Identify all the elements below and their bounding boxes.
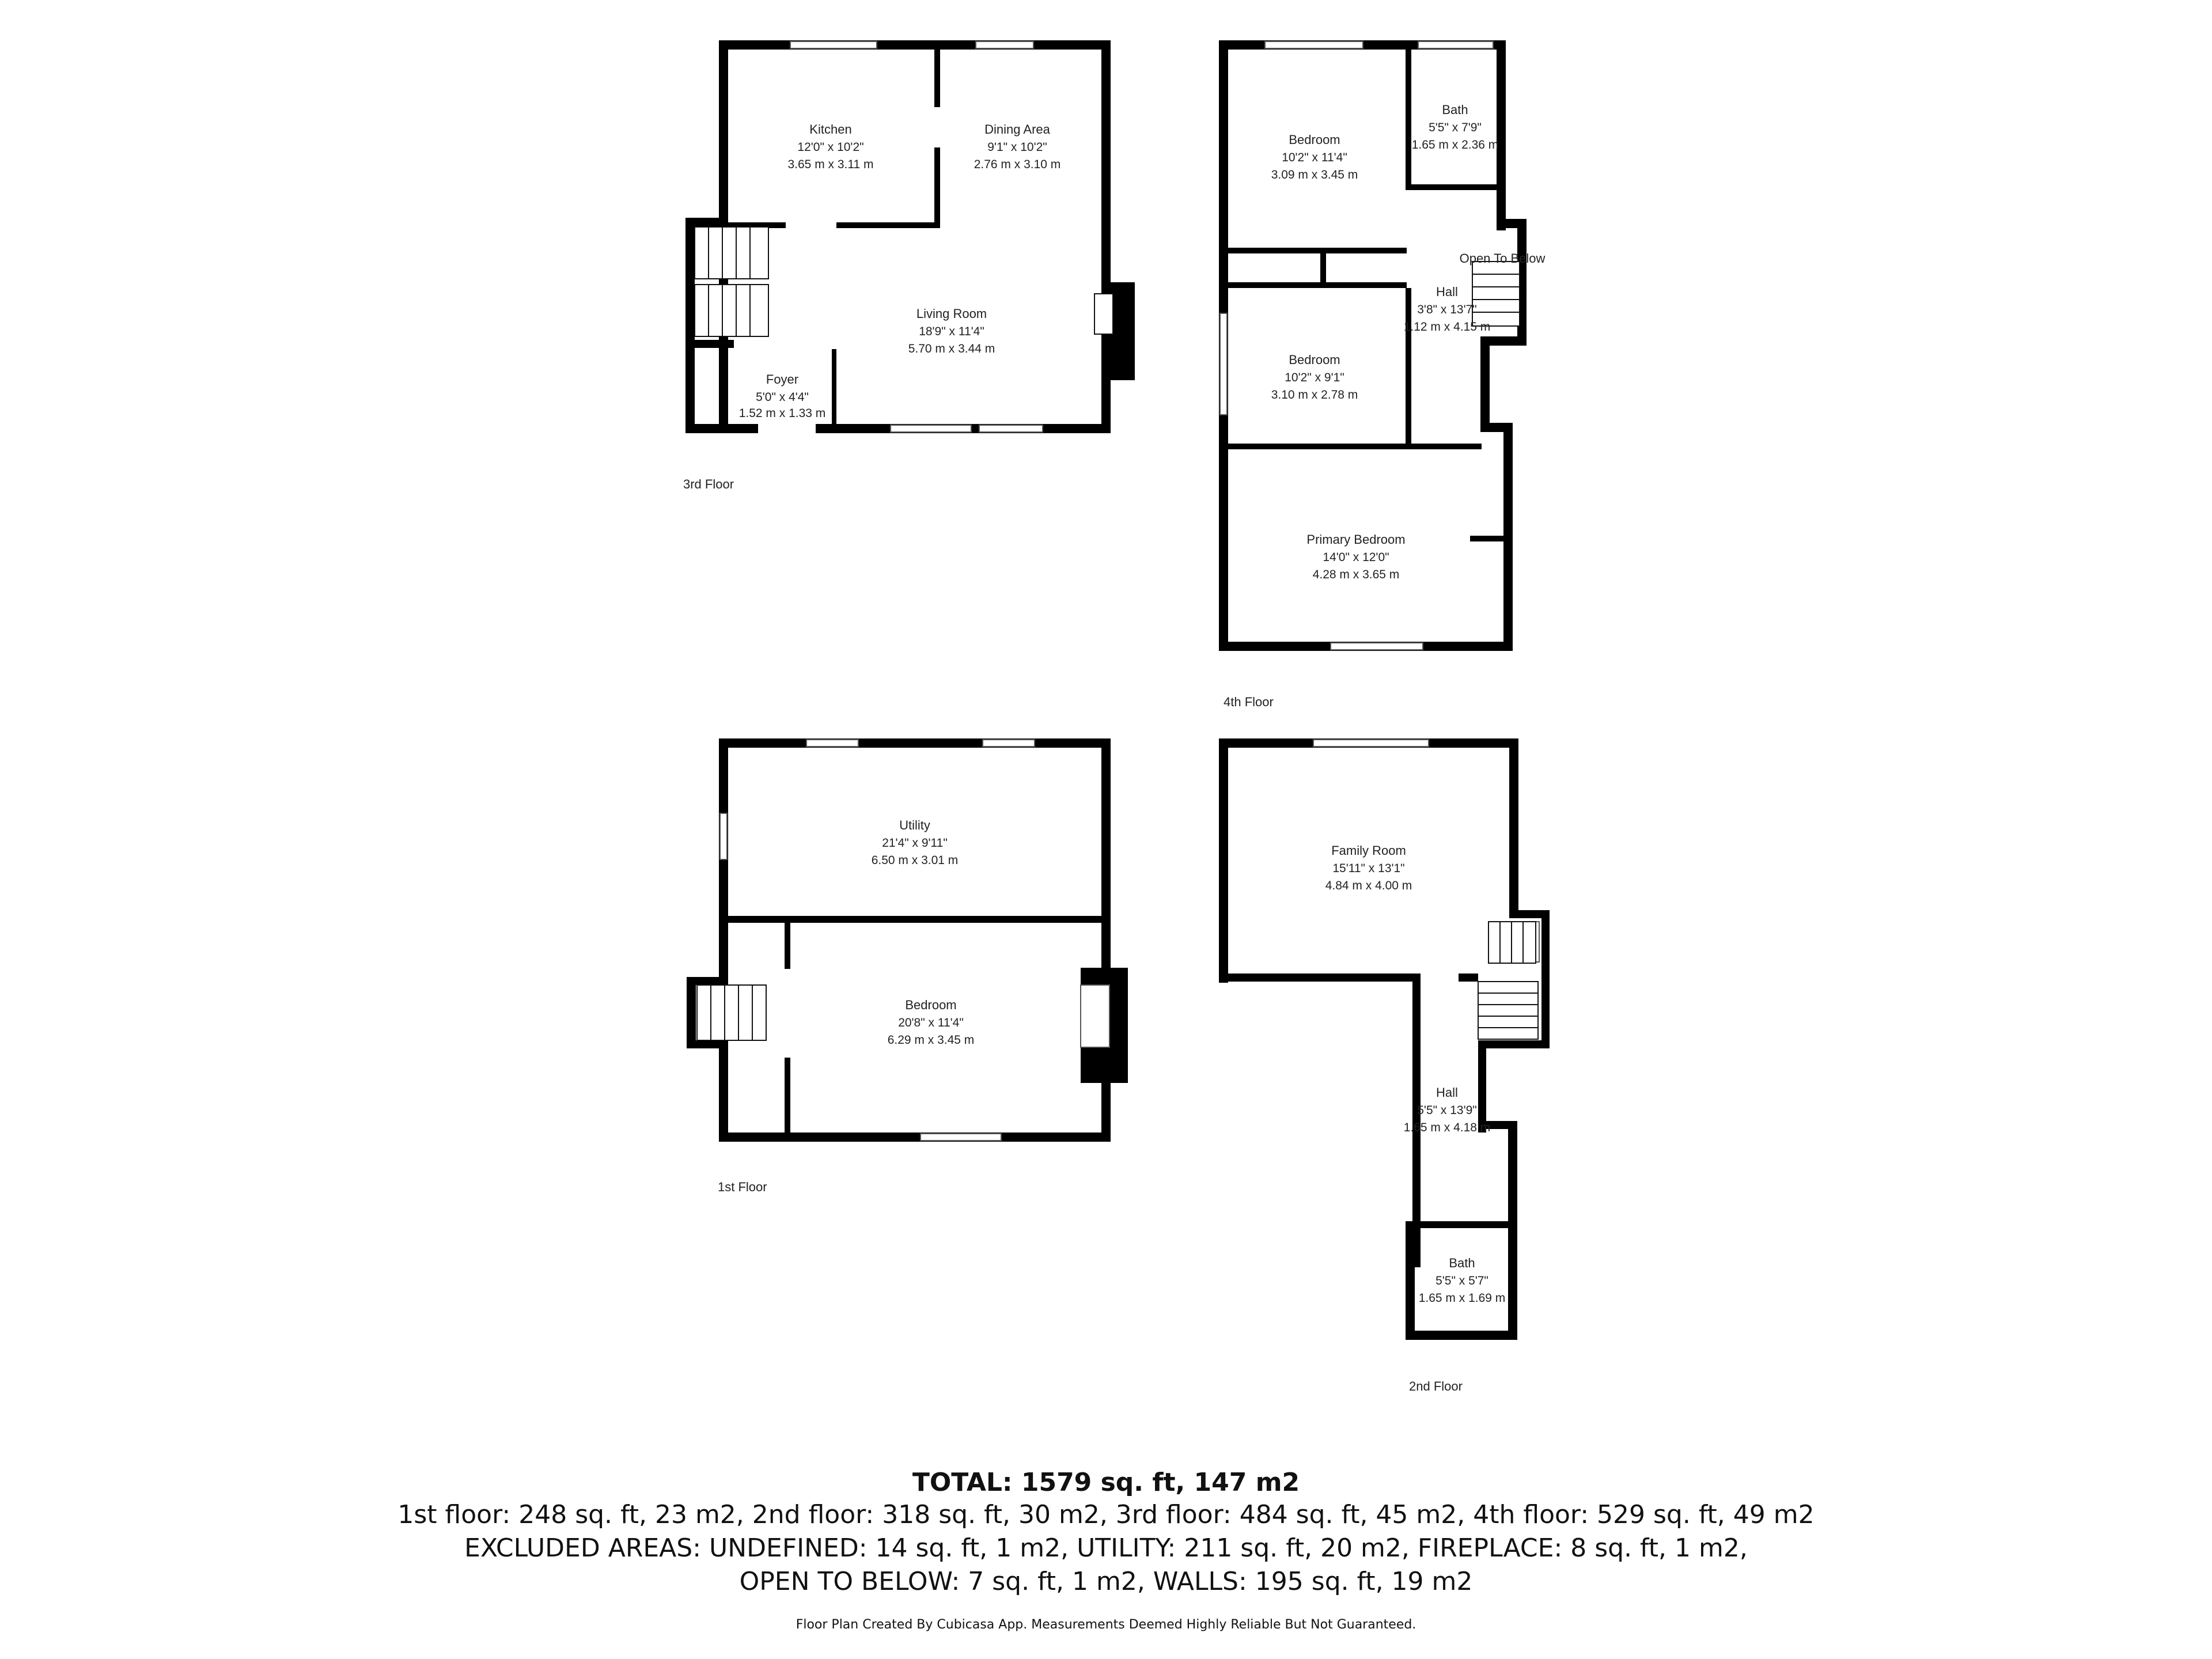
floor-areas-line: 1st floor: 248 sq. ft, 23 m2, 2nd floor: 318 sq. ft, 30 m2, 3rd floor: 484 sq. ft, 45 m2, 4th floor: 529 sq. ft, 49 m2	[397, 1500, 1815, 1529]
floor-label-second: 2nd Floor	[1409, 1379, 1463, 1393]
bath2-imperial: 5'5" x 5'7"	[1435, 1274, 1488, 1287]
open-to-below-name: Open To Below	[1459, 251, 1546, 266]
utility-metric: 6.50 m x 3.01 m	[871, 854, 959, 867]
bedroom4b-name: Bedroom	[1289, 353, 1340, 367]
stairs-icon	[695, 227, 768, 336]
family-metric: 4.84 m x 4.00 m	[1325, 879, 1412, 892]
credit-note: Floor Plan Created By Cubicasa App. Measurements Deemed Highly Reliable But Not Guaranteed.	[796, 1618, 1416, 1632]
foyer-metric: 1.52 m x 1.33 m	[738, 407, 826, 420]
second-floor-plan	[1219, 738, 1550, 1393]
bath4-metric: 1.65 m x 2.36 m	[1411, 138, 1499, 151]
hall4-imperial: 3'8" x 13'7"	[1417, 303, 1477, 316]
bedroom4a-metric: 3.09 m x 3.45 m	[1271, 168, 1358, 181]
living-name: Living Room	[916, 306, 987, 321]
bedroom4b-imperial: 10'2" x 9'1"	[1285, 371, 1344, 384]
fourth-floor-plan	[1219, 40, 1546, 709]
primary-metric: 4.28 m x 3.65 m	[1312, 568, 1400, 581]
dining-metric: 2.76 m x 3.10 m	[974, 158, 1061, 171]
open-to-below-line: OPEN TO BELOW: 7 sq. ft, 1 m2, WALLS: 195 sq. ft, 19 m2	[739, 1567, 1473, 1596]
stairs-icon	[1472, 262, 1520, 326]
first-floor-plan	[687, 738, 1128, 1194]
third-floor-plan	[683, 40, 1135, 491]
living-imperial: 18'9" x 11'4"	[919, 325, 984, 338]
bath4-imperial: 5'5" x 7'9"	[1429, 121, 1482, 134]
floor-label-fourth: 4th Floor	[1224, 695, 1274, 709]
hall4-name: Hall	[1436, 285, 1458, 299]
bedroom4b-metric: 3.10 m x 2.78 m	[1271, 388, 1358, 402]
foyer-imperial: 5'0" x 4'4"	[756, 391, 809, 404]
bedroom1-name: Bedroom	[905, 998, 957, 1012]
foyer-name: Foyer	[766, 372, 799, 387]
dining-name: Dining Area	[984, 122, 1050, 137]
bath4-name: Bath	[1442, 103, 1468, 117]
hall2-imperial: 5'5" x 13'9"	[1417, 1104, 1477, 1117]
bath2-metric: 1.65 m x 1.69 m	[1418, 1291, 1506, 1305]
total-area: TOTAL: 1579 sq. ft, 147 m2	[912, 1468, 1300, 1497]
dining-imperial: 9'1" x 10'2"	[987, 141, 1047, 154]
utility-name: Utility	[899, 818, 930, 832]
kitchen-metric: 3.65 m x 3.11 m	[787, 158, 874, 171]
floor-label-third: 3rd Floor	[683, 477, 734, 491]
bath2-name: Bath	[1449, 1256, 1475, 1270]
family-imperial: 15'11" x 13'1"	[1332, 862, 1405, 875]
excluded-areas-line: EXCLUDED AREAS: UNDEFINED: 14 sq. ft, 1 m2, UTILITY: 211 sq. ft, 20 m2, FIREPLACE: 8 sq. ft, 1 m2,	[464, 1533, 1748, 1563]
primary-name: Primary Bedroom	[1306, 532, 1406, 547]
kitchen-imperial: 12'0" x 10'2"	[797, 141, 864, 154]
hall2-name: Hall	[1436, 1085, 1458, 1100]
bedroom4a-name: Bedroom	[1289, 132, 1340, 147]
stairs-icon	[1478, 922, 1538, 1039]
stairs-icon	[697, 985, 766, 1040]
floor-label-first: 1st Floor	[718, 1180, 767, 1194]
primary-imperial: 14'0" x 12'0"	[1323, 551, 1389, 564]
kitchen-name: Kitchen	[809, 122, 852, 137]
bedroom1-imperial: 20'8" x 11'4"	[898, 1016, 964, 1029]
utility-imperial: 21'4" x 9'11"	[882, 836, 948, 850]
hall2-metric: 1.65 m x 4.18 m	[1403, 1121, 1491, 1134]
bedroom4a-imperial: 10'2" x 11'4"	[1282, 151, 1347, 164]
family-name: Family Room	[1331, 843, 1406, 858]
living-metric: 5.70 m x 3.44 m	[908, 342, 995, 355]
hall4-metric: 1.12 m x 4.15 m	[1403, 320, 1491, 334]
bedroom1-metric: 6.29 m x 3.45 m	[887, 1033, 975, 1047]
